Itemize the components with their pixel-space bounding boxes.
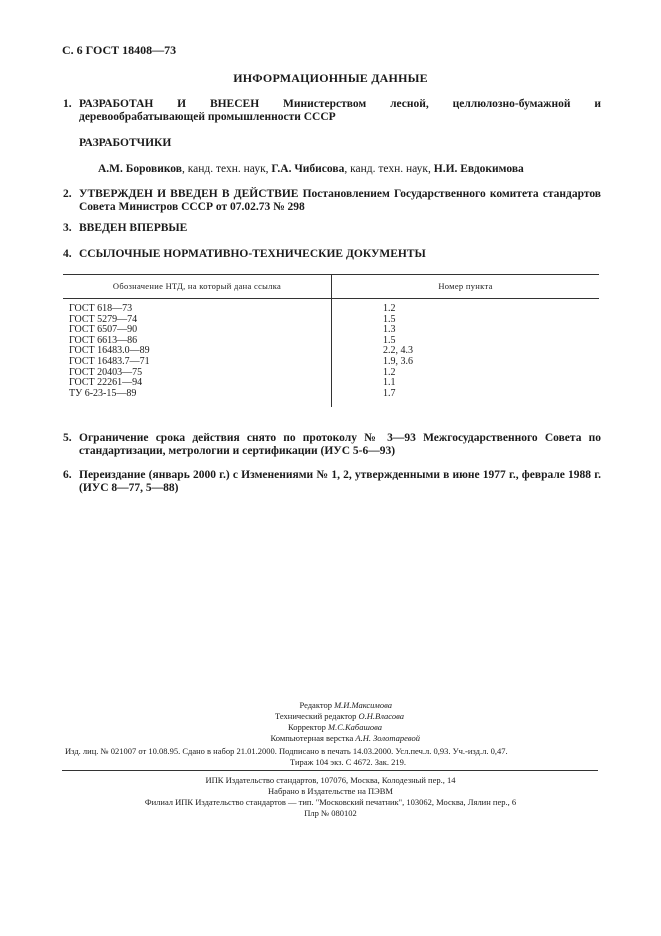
credit-role: Технический редактор	[275, 711, 359, 721]
developers-heading: РАЗРАБОТЧИКИ	[79, 137, 172, 149]
table-cell-document: ГОСТ 6507—90	[69, 324, 138, 336]
imprint-line: Плр № 080102	[304, 808, 357, 818]
item-number: 2.	[63, 188, 72, 200]
table-cell-document: ГОСТ 618—73	[69, 303, 133, 314]
item-text: Постановлением Государственного комитета стандартов Совета Министров СССР от 07.02.73 № 298	[79, 188, 601, 213]
info-item-1	[63, 98, 601, 124]
page-title: ИНФОРМАЦИОННЫЕ ДАННЫЕ	[233, 71, 428, 85]
table-column-documents	[69, 304, 150, 399]
item-text: Переиздание (январь 2000 г.) с Изменениями № 1, 2, утвержденными в июне 1977 г., феврале 1988 г. (ИУС 8—77, 5—88)	[79, 469, 601, 494]
credit-name: М.С.Кабашова	[328, 722, 382, 732]
imprint-block	[0, 775, 661, 819]
table-cell-document: ГОСТ 20403—75	[69, 366, 143, 378]
editorial-credits	[170, 700, 420, 744]
table-cell-document: ТУ 6-23-15—89	[69, 387, 137, 399]
item-number: 4.	[63, 248, 72, 260]
table-cell-item: 1.5	[383, 334, 396, 346]
table-cell-document: ГОСТ 6613—86	[69, 334, 138, 346]
credit-name: О.Н.Власова	[358, 711, 404, 721]
publication-details: Изд. лиц. № 021007 от 10.08.95. Сдано в набор 21.01.2000. Подписано в печать 14.03.2000. Усл.печ.л. 0,93. Уч.-изд.л. 0,47.	[65, 746, 508, 756]
info-item-4	[63, 248, 601, 261]
info-item-2	[63, 188, 601, 214]
info-item-6	[63, 469, 601, 495]
item-number: 6.	[63, 469, 72, 481]
table-cell-item: 1.5	[383, 313, 396, 325]
developers-list	[98, 163, 524, 175]
developer-degree: , канд. техн. наук,	[181, 163, 272, 175]
item-number: 1.	[63, 98, 72, 110]
table-cell-item: 1.3	[383, 324, 396, 336]
credit-name: А.Н. Золотаревой	[355, 733, 420, 743]
table-header-item-number: Номер пункта	[438, 281, 493, 291]
imprint-line: Филиал ИПК Издательство стандартов — тип. "Московский печатник", 103062, Москва, Лялин пер., 6	[144, 797, 517, 807]
item-bold-lead: ВВЕДЕН ВПЕРВЫЕ	[79, 222, 188, 234]
table-cell-document: ГОСТ 22261—94	[69, 377, 143, 389]
table-cell-item: 1.9, 3.6	[383, 355, 413, 367]
item-text: Министерством лесной, целлюлозно-бумажной и деревообрабатывающей промышленности СССР	[79, 98, 601, 123]
credit-line	[170, 700, 420, 711]
table-cell-item: 2.2, 4.3	[383, 345, 413, 357]
imprint-line: Набрано в Издательстве на ПЭВМ	[268, 786, 393, 796]
table-cell-document: ГОСТ 16483.7—71	[69, 355, 150, 367]
imprint-separator	[62, 770, 598, 771]
reference-documents-table	[63, 274, 599, 407]
credit-line	[170, 711, 420, 722]
table-cell-item: 1.2	[383, 303, 396, 314]
item-bold-lead: РАЗРАБОТАН И ВНЕСЕН	[79, 98, 260, 110]
page-header: С. 6 ГОСТ 18408—73	[62, 43, 177, 57]
table-cell-item: 1.2	[383, 366, 396, 378]
info-item-3	[63, 222, 601, 235]
developer-name: Н.И. Евдокимова	[433, 163, 524, 175]
developer-name: Г.А. Чибисова	[271, 163, 345, 175]
item-bold-lead: ССЫЛОЧНЫЕ НОРМАТИВНО-ТЕХНИЧЕСКИЕ ДОКУМЕНТЫ	[79, 248, 426, 260]
table-column-divider	[331, 274, 332, 407]
developer-degree: , канд. техн. наук,	[344, 163, 434, 175]
credit-role: Редактор	[299, 700, 335, 710]
item-bold-lead: УТВЕРЖДЕН И ВВЕДЕН В ДЕЙСТВИЕ	[79, 188, 299, 200]
table-cell-document: ГОСТ 5279—74	[69, 313, 138, 325]
item-number: 5.	[63, 432, 72, 444]
info-item-5	[63, 432, 601, 458]
table-column-item-numbers	[383, 304, 413, 399]
table-cell-item: 1.7	[383, 387, 396, 399]
imprint-line: ИПК Издательство стандартов, 107076, Москва, Колодезный пер., 14	[205, 775, 456, 785]
credit-line	[170, 733, 420, 744]
table-cell-document: ГОСТ 16483.0—89	[69, 345, 150, 357]
developer-name: А.М. Боровиков	[98, 163, 182, 175]
table-header-document: Обозначение НТД, на который дана ссылка	[112, 281, 282, 291]
table-cell-item: 1.1	[383, 377, 396, 389]
credit-line	[170, 722, 420, 733]
print-run-details: Тираж 104 экз. С 4672. Зак. 219.	[290, 757, 407, 767]
credit-role: Компьютерная верстка	[270, 733, 356, 743]
credit-role: Корректор	[288, 722, 329, 732]
item-text: Ограничение срока действия снято по протоколу № 3—93 Межгосударственного Совета по стандартизации, метрологии и сертификации (ИУС 5-6—93)	[79, 432, 601, 457]
credit-name: М.И.Максимова	[334, 700, 392, 710]
item-number: 3.	[63, 222, 72, 234]
